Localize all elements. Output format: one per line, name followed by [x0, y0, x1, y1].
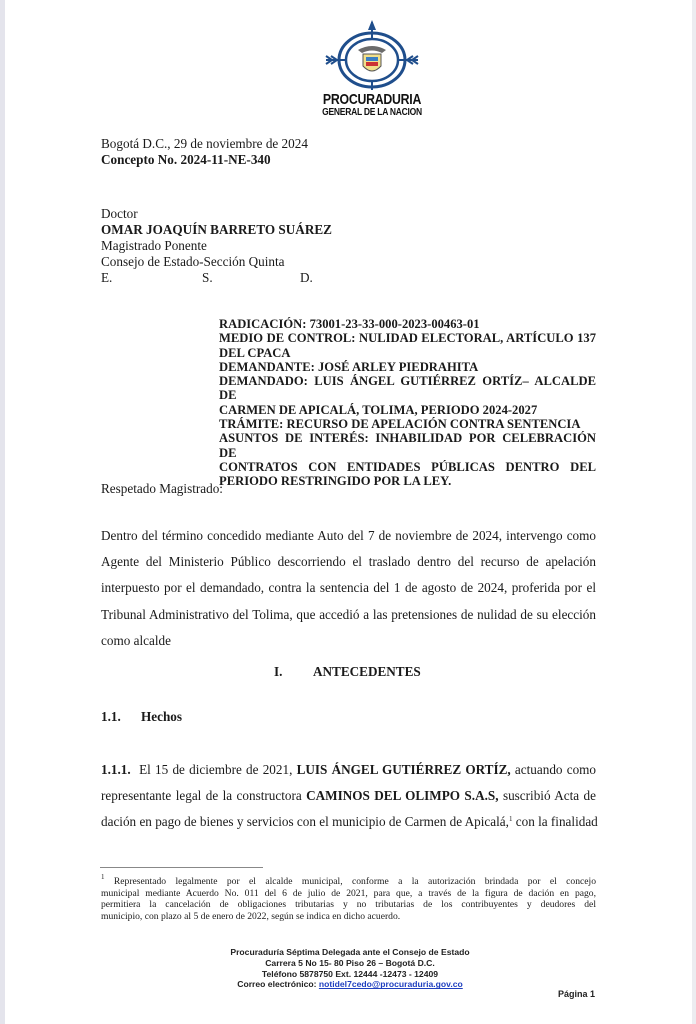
fact-text: dación en pago de bienes y servicios con el municipio de Carmen de Apicalá,: [101, 814, 509, 830]
case-metadata-block: [219, 317, 596, 489]
subsection-title: Hechos: [141, 709, 183, 724]
case-asuntos-cont: CONTRATOS CON ENTIDADES PÚBLICAS DENTRO DEL: [219, 459, 596, 474]
fact-text: El 15 de diciembre de 2021,: [139, 762, 297, 777]
subsection-number: 1.1.: [101, 709, 121, 724]
case-demandante: DEMANDANTE: JOSÉ ARLEY PIEDRAHITA: [219, 359, 479, 374]
footer-phone: Teléfono 5878750 Ext. 12444 -12473 - 12409: [261, 968, 439, 979]
fact-text: actuando como: [510, 762, 597, 777]
fact-text: representante legal de la constructora: [101, 788, 307, 804]
fact-line-3: [101, 809, 596, 835]
intro-line: Agente del Ministerio Público descorriendo el traslado dentro del recurso de apelación: [101, 554, 596, 570]
fact-line-2: [101, 783, 596, 809]
coat-of-arms-emblem-icon: [322, 20, 422, 92]
footer-address: Carrera 5 No 15- 80 Piso 26 – Bogotá D.C.: [265, 957, 435, 968]
esd-e: E.: [101, 270, 113, 285]
addressee-name: OMAR JOAQUÍN BARRETO SUÁREZ: [101, 222, 332, 237]
case-medio-control-cont: DEL CPACA: [219, 345, 291, 360]
fact-person-name: LUIS ÁNGEL GUTIÉRREZ ORTÍZ,: [296, 762, 511, 777]
footnote-line: permitiera la cancelación de obligaciones tributarias y no tributarias de los contribuyentes y deudores del: [101, 899, 596, 911]
intro-line: interpuesto por el demandado, contra la sentencia del 1 de agosto de 2024, proferida por el: [101, 580, 596, 596]
intro-line: Tribunal Administrativo del Tolima, que accedió a las pretensiones de nulidad de su elección: [101, 606, 596, 622]
greeting: Respetado Magistrado:: [101, 481, 223, 496]
footnote-line: municipal mediante Acuerdo No. 011 del 6 de julio de 2021, para que, a través de la figura de dación en pago,: [101, 887, 596, 899]
page-right-edge: [692, 0, 696, 1024]
intro-paragraph: [101, 523, 596, 654]
subsection-heading: [101, 709, 182, 725]
page-footer: [200, 947, 500, 990]
footnote-line: municipio, con plazo al 5 de enero de 2022, según se indica en dicho acuerdo.: [101, 910, 401, 922]
case-asuntos: ASUNTOS DE INTERÉS: INHABILIDAD POR CELEBRACIÓN DE: [219, 431, 596, 460]
section-heading: [274, 664, 421, 680]
footnote-text: Representado legalmente por el alcalde municipal, conforme a la autorización brindada por el concejo: [104, 876, 596, 887]
footnote-reference[interactable]: 1: [508, 815, 513, 824]
case-tramite: TRÁMITE: RECURSO DE APELACIÓN CONTRA SENTENCIA: [219, 417, 581, 432]
footnote-marker: 1: [101, 873, 105, 881]
footer-email-row: [200, 979, 500, 990]
footer-email-label: Correo electrónico:: [237, 979, 319, 990]
fact-company-name: CAMINOS DEL OLIMPO S.A.S,: [306, 788, 499, 804]
fact-text: suscribió Acta de: [498, 788, 596, 804]
page-left-edge: [0, 0, 5, 1024]
case-demandado: DEMANDADO: LUIS ÁNGEL GUTIÉRREZ ORTÍZ– ALCALDE DE: [219, 374, 596, 403]
intro-line: como alcalde: [101, 632, 171, 648]
fact-text: con la finalidad: [512, 814, 598, 830]
fact-number: 1.1.1.: [101, 762, 131, 777]
place-date: Bogotá D.C., 29 de noviembre de 2024: [101, 136, 308, 151]
footnote: [101, 873, 596, 922]
footer-office: Procuraduría Séptima Delegada ante el Consejo de Estado: [230, 947, 470, 957]
addressee-role: Magistrado Ponente: [101, 238, 207, 253]
footnote-line: [101, 873, 596, 888]
addressee-court: Consejo de Estado-Sección Quinta: [101, 254, 285, 269]
section-title: ANTECEDENTES: [313, 664, 421, 679]
case-radicacion: RADICACIÓN: 73001-23-33-000-2023-00463-01: [219, 317, 480, 331]
footer-email-link[interactable]: notidel7cedo@procuraduria.gov.co: [318, 979, 463, 990]
esd-d: D.: [300, 270, 313, 285]
fact-paragraph: [101, 757, 596, 836]
section-number: I.: [274, 664, 283, 679]
footnote-separator: [100, 867, 263, 868]
case-medio-control: MEDIO DE CONTROL: NULIDAD ELECTORAL, ARTÍCULO 137: [219, 331, 596, 346]
concept-number: Concepto No. 2024-11-NE-340: [101, 152, 271, 167]
esd-s: S.: [202, 270, 213, 285]
fact-line-1: [101, 757, 596, 783]
logo-name-line1: PROCURADURIA: [322, 91, 422, 108]
page-number: Página 1: [558, 989, 596, 999]
logo-name-line2: GENERAL DE LA NACION: [322, 107, 422, 118]
case-demandado-cont: CARMEN DE APICALÁ, TOLIMA, PERIODO 2024-2027: [219, 402, 538, 417]
addressee-title: Doctor: [101, 206, 138, 221]
intro-line: Dentro del término concedido mediante Auto del 7 de noviembre de 2024, intervengo como: [101, 528, 596, 543]
case-asuntos-end: PERIODO RESTRINGIDO POR LA LEY.: [219, 474, 452, 489]
procuraduria-logo: [312, 20, 432, 120]
